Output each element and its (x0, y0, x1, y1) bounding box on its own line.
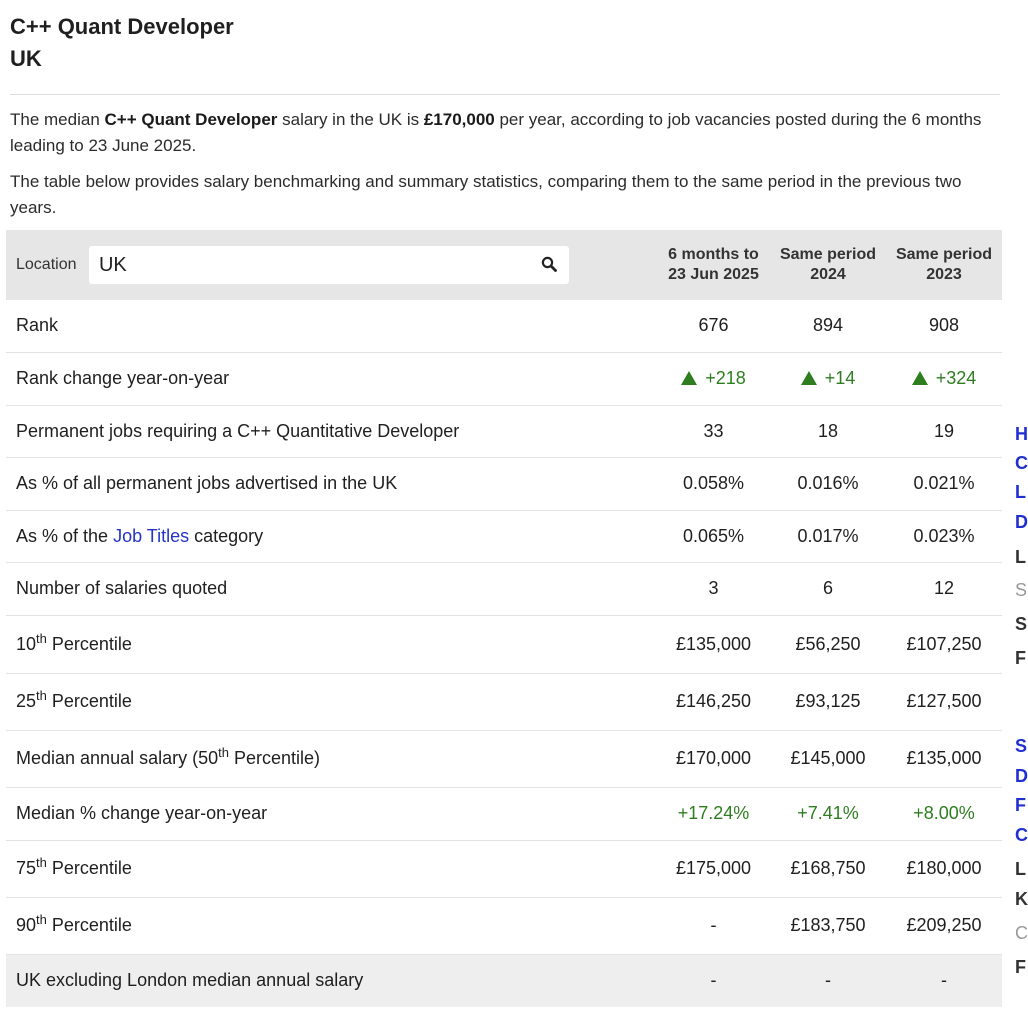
divider (10, 94, 1000, 95)
intro-text: per year, according to job vacancies posted during the 6 months leading to 23 June 2025. (10, 110, 982, 155)
sidebar-fragment[interactable]: S (1015, 736, 1028, 756)
table-row-median (6, 730, 1002, 787)
sidebar-fragment[interactable]: F (1015, 795, 1026, 815)
table-row-p90 (6, 897, 1002, 954)
column-header-current: 6 months to 23 Jun 2025 (668, 246, 759, 283)
cell-current: £146,250 (675, 691, 752, 711)
cell-2023: 0.021% (913, 473, 975, 493)
table-row-median-change (6, 787, 1002, 840)
row-label: As % of all permanent jobs advertised in the UK (16, 473, 398, 493)
table-row-p75 (6, 840, 1002, 897)
cell-2023: £209,250 (906, 915, 982, 935)
sidebar-fragment: L (1015, 859, 1026, 879)
location-search-input[interactable] (89, 246, 521, 284)
cell-2023: £107,250 (906, 633, 982, 654)
table-header-row (6, 230, 1002, 300)
cell-current: 3 (708, 578, 719, 598)
sidebar-fragment[interactable]: D (1015, 766, 1028, 786)
cell-2023: 12 (933, 578, 955, 598)
table-row-pct-category (6, 510, 1002, 562)
cell-2023: - (941, 970, 947, 991)
cell-2023: +324 (886, 352, 1002, 405)
sidebar-fragment[interactable]: D (1015, 512, 1028, 532)
table-row-p10 (6, 615, 1002, 673)
sidebar-fragment[interactable]: C (1015, 825, 1028, 845)
table-description: The table below provides salary benchmarking and summary statistics, comparing them to the same period in the previous two years. (10, 172, 962, 217)
sidebar-fragment: L (1015, 547, 1026, 567)
location-label: Location (16, 256, 77, 273)
table-row-p25 (6, 673, 1002, 730)
page-title: C++ Quant Developer (10, 14, 234, 39)
cell-2023: £180,000 (906, 858, 982, 878)
cell-2024: +14 (770, 352, 886, 405)
intro-paragraph (10, 107, 1000, 159)
row-label: As % of the Job Titles category (16, 525, 264, 546)
cell-2023: 0.023% (913, 525, 975, 546)
cell-current: +218 (657, 352, 770, 405)
table-row-pct-all (6, 457, 1002, 510)
sidebar-fragment: C (1015, 923, 1028, 943)
sidebar-fragment: K (1015, 889, 1028, 909)
cell-current: £170,000 (675, 748, 752, 768)
sidebar-fragment: F (1015, 648, 1026, 668)
row-label: 75th Percentile (16, 855, 132, 878)
cell-2024: +7.41% (797, 803, 859, 823)
row-label: 10th Percentile (16, 630, 132, 654)
row-label: 25th Percentile (16, 688, 132, 711)
sidebar-fragment: S (1015, 580, 1028, 600)
cell-2024: - (825, 970, 831, 991)
cell-2024: £145,000 (790, 748, 866, 768)
row-label: UK excluding London median annual salary (16, 970, 364, 991)
cell-2023: £127,500 (906, 691, 982, 711)
up-arrow-icon (912, 371, 928, 385)
cell-current: 0.065% (682, 525, 745, 546)
table-row-uk-excluding-london (6, 954, 1002, 1007)
cell-current: +17.24% (677, 803, 750, 823)
location-filter (6, 230, 657, 300)
cell-2024: £93,125 (795, 691, 861, 711)
cell-2024: 0.016% (797, 473, 859, 493)
row-label: Permanent jobs requiring a C++ Quantitative Developer (16, 420, 460, 441)
cell-current: - (710, 970, 717, 991)
cell-current: 676 (698, 315, 729, 336)
up-arrow-icon (681, 371, 697, 385)
cell-2023: +8.00% (913, 803, 975, 823)
page-subtitle: UK (10, 46, 42, 71)
cell-2023: 19 (933, 420, 955, 441)
intro-text: salary in the UK is (277, 110, 424, 129)
cell-2023: £135,000 (906, 748, 982, 768)
row-label: 90th Percentile (16, 912, 132, 935)
up-arrow-icon (801, 371, 817, 385)
cell-2024: £168,750 (790, 858, 866, 878)
row-label: Rank change year-on-year (16, 368, 230, 388)
cell-current: £175,000 (675, 858, 752, 878)
table-row-num-salaries (6, 562, 1002, 615)
intro-job-title: C++ Quant Developer (104, 110, 278, 129)
sidebar-fragment[interactable]: L (1015, 482, 1026, 502)
search-icon[interactable] (541, 256, 557, 272)
cell-2024: £183,750 (790, 915, 866, 935)
cell-2024: 18 (817, 420, 839, 441)
row-label: Number of salaries quoted (16, 578, 228, 598)
cell-current: 0.058% (682, 473, 745, 493)
intro-salary: £170,000 (423, 110, 495, 129)
salary-table (6, 230, 1002, 1007)
column-header-2024: Same period 2024 (779, 246, 877, 283)
sidebar-fragment: F (1015, 957, 1026, 977)
cell-2024: £56,250 (795, 633, 861, 654)
cell-2024: 6 (822, 578, 833, 598)
job-titles-link[interactable]: Job Titles (113, 525, 190, 546)
column-header-2023: Same period 2023 (895, 246, 993, 283)
table-row-rank-change (6, 352, 1002, 405)
table-row-permanent-jobs (6, 405, 1002, 457)
cell-2023: 908 (928, 315, 960, 336)
row-label: Median annual salary (50th Percentile) (16, 745, 321, 768)
intro-text: The median (10, 110, 105, 129)
cell-current: 33 (703, 420, 724, 441)
cell-current: £135,000 (675, 633, 752, 654)
sidebar-fragment[interactable]: H (1015, 424, 1028, 444)
location-search-box[interactable] (89, 246, 569, 284)
table-row-rank (6, 300, 1002, 352)
row-label: Median % change year-on-year (16, 803, 268, 823)
cell-2024: 0.017% (797, 525, 859, 546)
row-label: Rank (16, 315, 59, 336)
sidebar-fragment: S (1015, 614, 1028, 634)
cell-2024: 894 (812, 315, 844, 336)
sidebar-fragment[interactable]: C (1015, 453, 1028, 473)
cell-current: - (710, 915, 717, 935)
